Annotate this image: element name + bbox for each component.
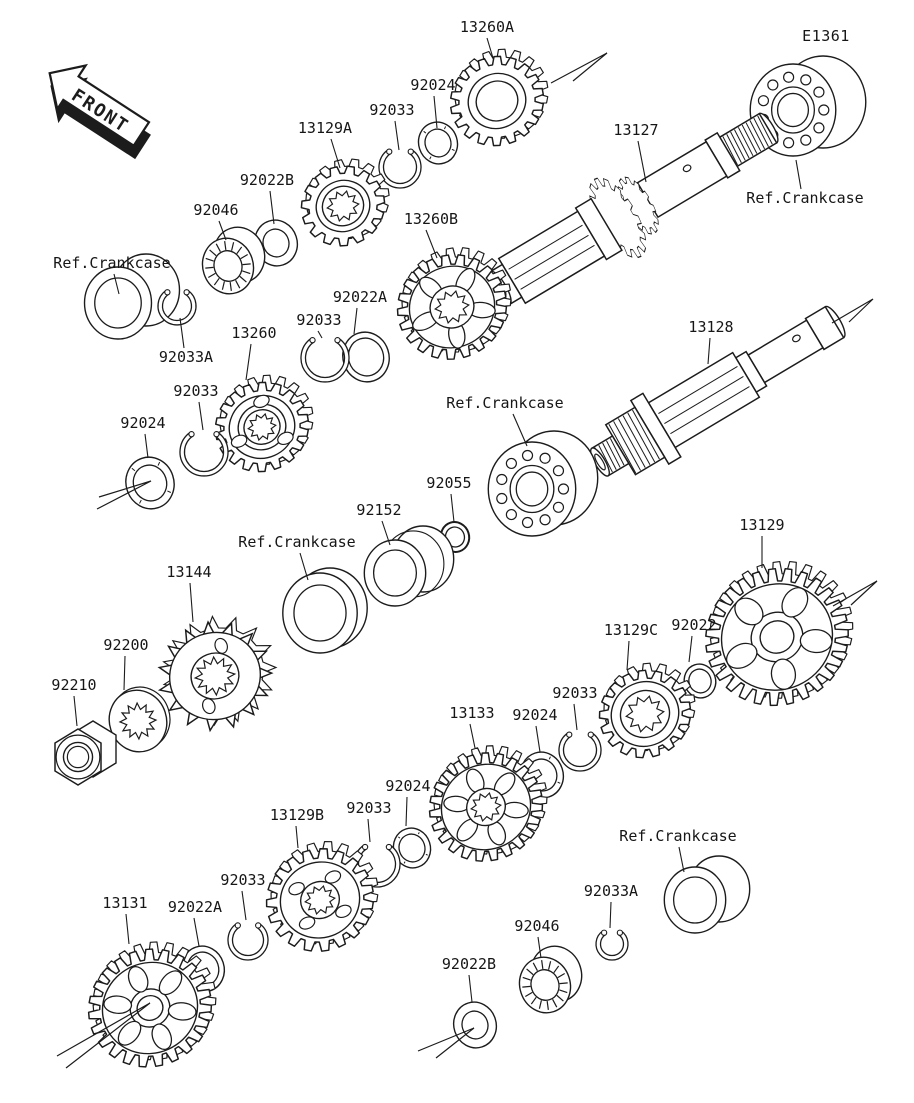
part-label: Ref.Crankcase	[446, 394, 564, 412]
snap-ring-92033-b	[180, 432, 228, 476]
part-label-group	[449, 704, 494, 748]
part-label: Ref.Crankcase	[53, 254, 171, 272]
part-label: Ref.Crankcase	[619, 827, 737, 845]
part-label-group	[426, 474, 471, 522]
part-label-group	[584, 882, 638, 928]
part-label: 92024	[512, 706, 558, 724]
part-label: 92033	[369, 101, 415, 119]
part-label: 92033	[220, 871, 266, 889]
assembly-arrow	[833, 581, 877, 606]
snap-ring-92033-a	[379, 149, 421, 188]
collar-92152	[364, 526, 453, 606]
part-label-group	[168, 898, 222, 946]
part-label: 13127	[613, 121, 659, 139]
part-label: 13128	[688, 318, 734, 336]
part-label: 92033	[173, 382, 219, 400]
gear-13260b	[379, 230, 530, 376]
part-label: Ref.Crankcase	[238, 533, 356, 551]
snap-ring-92033-f	[228, 923, 268, 960]
part-label-group	[442, 955, 496, 1002]
part-label: 92024	[385, 777, 431, 795]
washer-92022b-b	[448, 997, 502, 1054]
assembly-arrow	[551, 53, 607, 83]
part-label: 13133	[449, 704, 495, 722]
gear-13131	[68, 923, 237, 1087]
gear-13129b	[248, 825, 396, 969]
part-label-group	[231, 324, 276, 380]
part-label-group	[356, 501, 401, 545]
part-label: 92210	[51, 676, 97, 694]
snap-ring-92033-d	[559, 732, 601, 771]
part-label-group	[346, 799, 391, 842]
part-label-group	[103, 636, 148, 690]
washer-92024-b	[119, 451, 181, 515]
part-label: Ref.Crankcase	[746, 189, 864, 207]
part-label-group	[369, 101, 414, 150]
part-label-group	[613, 121, 658, 182]
nut-92210	[55, 721, 116, 785]
part-label-group	[410, 76, 455, 128]
part-label: 92033	[346, 799, 392, 817]
bearing-ref-crankcase-mid	[488, 431, 597, 536]
part-label: 13129A	[297, 119, 353, 137]
snap-ring-92033-c	[301, 338, 349, 382]
part-label: 92022B	[441, 955, 497, 973]
part-label: 92022B	[239, 171, 295, 189]
part-label-group	[385, 777, 430, 826]
part-label: 92033	[296, 311, 342, 329]
part-label-group	[220, 871, 265, 920]
part-label: 13260	[231, 324, 277, 342]
part-label: 13144	[166, 563, 212, 581]
part-label: 92022	[671, 616, 717, 634]
part-label: 92200	[103, 636, 149, 654]
part-label-group	[296, 311, 341, 338]
part-label-group	[120, 414, 165, 458]
needle-bearing-92046-b	[510, 940, 591, 1020]
gear-13133	[410, 728, 566, 879]
part-label-group	[240, 171, 294, 224]
part-label: 92033A	[158, 348, 214, 366]
part-label: 92022A	[332, 288, 388, 306]
part-label: 13131	[102, 894, 148, 912]
part-label: 13129	[739, 516, 785, 534]
gear-13129a	[287, 146, 404, 259]
part-label: 13260A	[459, 18, 515, 36]
part-label-group	[298, 119, 352, 168]
snap-ring-92033a-b	[596, 930, 628, 960]
part-label-group	[159, 318, 213, 366]
part-label-group	[51, 676, 96, 726]
part-label-group	[671, 616, 716, 662]
part-label: 92055	[426, 474, 472, 492]
part-label: 92024	[410, 76, 456, 94]
part-label: 92033	[552, 684, 598, 702]
part-label: 92022A	[167, 898, 223, 916]
part-label-group	[166, 563, 211, 622]
part-label: 13260B	[403, 210, 459, 228]
part-label-group	[739, 516, 784, 568]
part-label: 92024	[120, 414, 166, 432]
part-label: 92046	[514, 917, 560, 935]
part-label-group	[746, 160, 863, 207]
part-label: 92152	[356, 501, 402, 519]
part-label-group	[102, 894, 147, 944]
part-label-group	[270, 806, 324, 848]
part-label: 13129C	[603, 621, 659, 639]
part-label: 92033A	[583, 882, 639, 900]
assembly-arrow	[832, 299, 873, 323]
part-label: 13129B	[269, 806, 325, 824]
part-label-group	[173, 382, 218, 430]
race-ref-crankcase-mid	[283, 568, 367, 653]
sheet-code: E1361	[802, 27, 850, 45]
part-label-group	[552, 684, 597, 730]
part-label-group	[512, 706, 557, 752]
part-label: 92046	[193, 201, 239, 219]
front-label: FRONT	[67, 85, 133, 138]
bushing-ref-crankcase-bottom	[664, 856, 749, 933]
front-arrow	[30, 51, 163, 167]
